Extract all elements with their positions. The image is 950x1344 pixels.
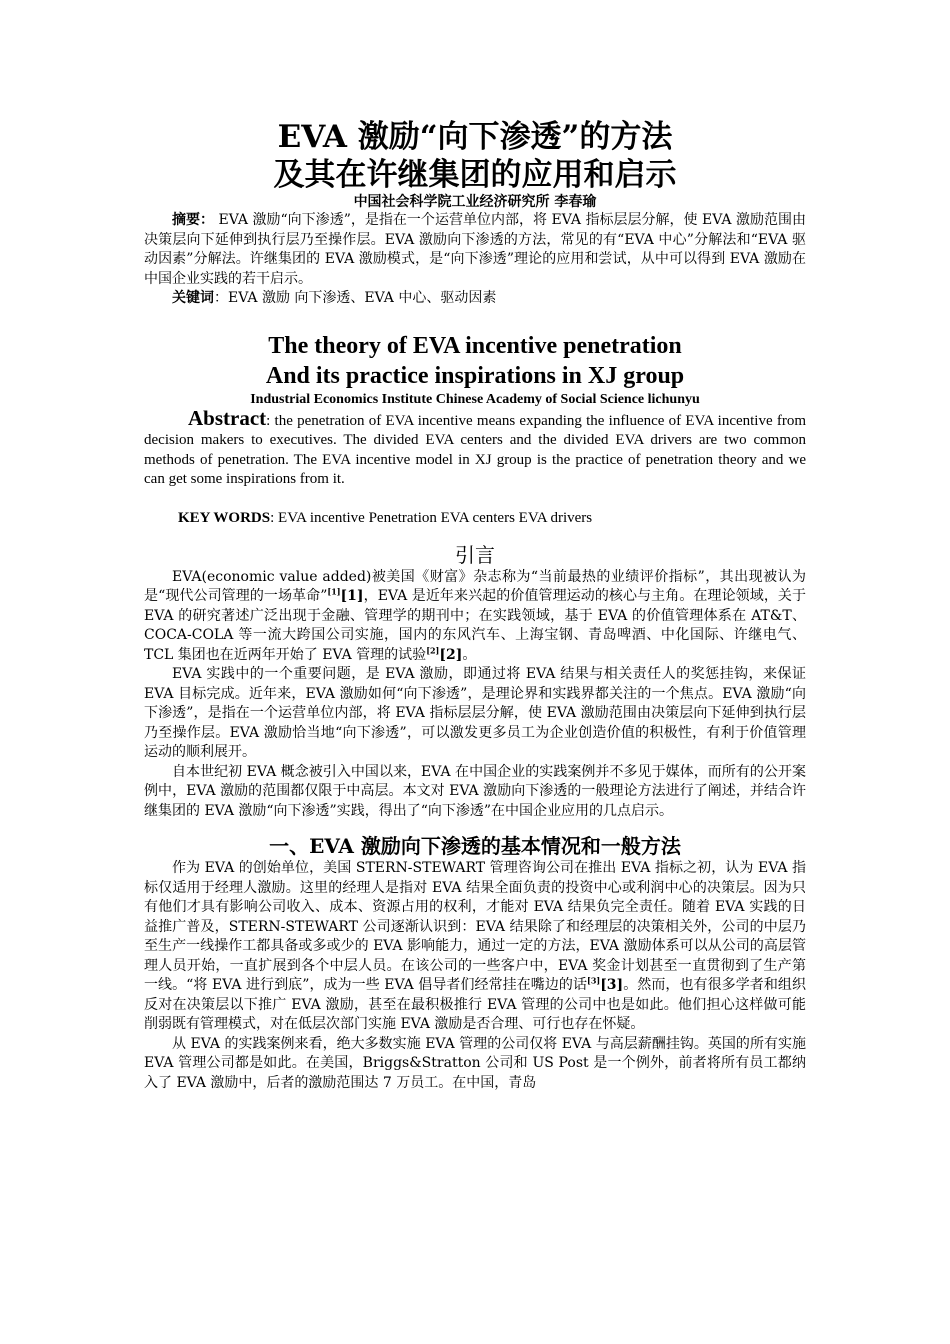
author-cn: 中国社会科学院工业经济研究所 李春瑜	[353, 194, 597, 210]
abstract-en-text: : the penetration of EVA incentive means expanding the influence of EVA incentive from decision makers to executives. The divided EVA centers and the divided EVA drivers are two common methods of penetration. The EVA incentive model in XJ group is the practice of penetration theory and we can get some inspirations from it.	[144, 412, 806, 487]
citation-1-sup: [1]	[327, 586, 341, 597]
section1-p1-text-a: 作为 EVA 的创始单位，美国 STERN-STEWART 管理咨询公司在推出 EVA 指标之初，认为 EVA 指标仅适用于经理人激励。这里的经理人是指对 EVA 结果全面负责的投资中心或利润中心的决策层。因为只有他们才具有影响公司收入、成本、资源占用的权利，才能对 EVA 结果负完全责任。随着 EVA 实践的日益推广普及，STERN-STEWART 公司逐渐认识到：EVA 结果除了和经理层的决策相关外，公司的中层乃至生产一线操作工都具备或多或少的 EVA 影响能力，通过一定的方法，EVA 激励体系可以从公司的高层管理人员开始，一直扩展到各个中层人员。在该公司的一些客户中，EVA 奖金计划甚至一直贯彻到了生产第一线。“将 EVA 进行到底”，成为一些 EVA 倡导者们经常挂在嘴边的话	[144, 860, 806, 993]
citation-3-sup: [3]	[587, 975, 601, 986]
keywords-en	[144, 508, 806, 528]
citation-3: [3]	[600, 977, 624, 993]
citation-1: [1]	[340, 588, 364, 604]
abstract-cn-label: 摘要：	[172, 212, 215, 228]
citation-2: [2]	[439, 646, 463, 663]
paper-page	[144, 118, 806, 1093]
citation-2-sup: [2]	[426, 644, 440, 655]
intro-heading: 引言	[455, 542, 495, 567]
intro-p1-text-a: EVA(economic value added)被美国《财富》杂志称为“当前最热的业绩评价指标”，其出现被认为是“现代公司管理的一场革命”	[144, 568, 806, 604]
abstract-en	[144, 405, 806, 490]
intro-paragraph-1	[144, 568, 806, 666]
keywords-cn	[144, 289, 806, 309]
abstract-cn-text: EVA 激励“向下渗透”，是指在一个运营单位内部，将 EVA 指标层层分解，使 EVA 激励范围由决策层向下延伸到执行层乃至操作层。EVA 激励向下渗透的方法，常见的有“EVA 中心”分解法和“EVA 驱动因素”分解法。许继集团的 EVA 激励模式，是“向下渗透”理论的应用和尝试，从中可以得到 EVA 激励在中国企业实践的若干启示。	[144, 212, 807, 287]
keywords-cn-text: ：EVA 激励 向下渗透、EVA 中心、驱动因素	[214, 290, 497, 306]
abstract-cn	[144, 211, 806, 289]
intro-p1-text-b: ，EVA 是近年来兴起的价值管理运动的核心与主角。在理论领域，关于 EVA 的研究著述广泛出现于金融、管理学的期刊中；在实践领域，基于 EVA 的价值管理体系在 AT&T、COCA-COLA 等一流大跨国公司实施，国内的东风汽车、上海宝钢、青岛啤酒、中化国际、许继电气、TCL 集团也在近两年开始了 EVA 管理的试验	[144, 588, 806, 663]
intro-paragraph-2: EVA 实践中的一个重要问题，是 EVA 激励，即通过将 EVA 结果与相关责任人的奖惩挂钩，来保证 EVA 目标完成。近年来，EVA 激励如何“向下渗透”，是理论界和实践界都关注的一个焦点。EVA 激励“向下渗透”，是指在一个运营单位内部，将 EVA 指标层层分解，使 EVA 激励范围由决策层向下延伸到执行层乃至操作层。EVA 激励恰当地“向下渗透”，可以激发更多员工为企业创造价值的积极性，有利于价值管理运动的顺利展开。	[144, 666, 806, 760]
keywords-en-text: : EVA incentive Penetration EVA centers EVA drivers	[270, 509, 593, 526]
title-en-line2: And its practice inspirations in XJ group	[265, 362, 685, 389]
section1-p1-text-b: 。然而，也有很多学者和组织反对在决策层以下推广 EVA 激励，甚至在最积极推行 EVA 管理的公司中也是如此。他们担心这样做可能削弱既有管理模式，对在低层次部门实施 EVA 激励是否合理、可行也存在怀疑。	[144, 977, 806, 1032]
title-en-line1: The theory of EVA incentive penetration	[268, 332, 682, 359]
intro-p1-text-c: 。	[462, 646, 477, 663]
abstract-en-label: Abstract	[188, 405, 267, 430]
keywords-cn-label: 关键词	[172, 290, 214, 306]
section1-heading: 一、EVA 激励向下渗透的基本情况和一般方法	[269, 834, 681, 858]
section1-paragraph-2: 从 EVA 的实践案例来看，绝大多数实施 EVA 管理的公司仅将 EVA 与高层薪酬挂钩。英国的所有实施 EVA 管理公司都是如此。在美国，Briggs&Stratton 公司和 US Post 是一个例外，前者将所有员工都纳入了 EVA 激励中，后者的激励范围达 7 万员工。在中国，青岛	[144, 1035, 806, 1091]
title-cn-line2: 及其在许继集团的应用和启示	[273, 157, 677, 193]
section1-paragraph-1	[144, 859, 806, 1035]
keywords-en-label: KEY WORDS	[178, 509, 271, 526]
intro-paragraph-3: 自本世纪初 EVA 概念被引入中国以来，EVA 在中国企业的实践案例并不多见于媒体，而所有的公开案例中，EVA 激励的范围都仅限于中高层。本文对 EVA 激励向下渗透的一般理论方法进行了阐述，并结合许继集团的 EVA 激励“向下渗透”实践，得出了“向下渗透”在中国企业应用的几点启示。	[144, 763, 806, 819]
author-en: Industrial Economics Institute Chinese Academy of Social Science lichunyu	[250, 391, 700, 407]
title-cn-line1: EVA 激励“向下渗透”的方法	[277, 119, 673, 155]
